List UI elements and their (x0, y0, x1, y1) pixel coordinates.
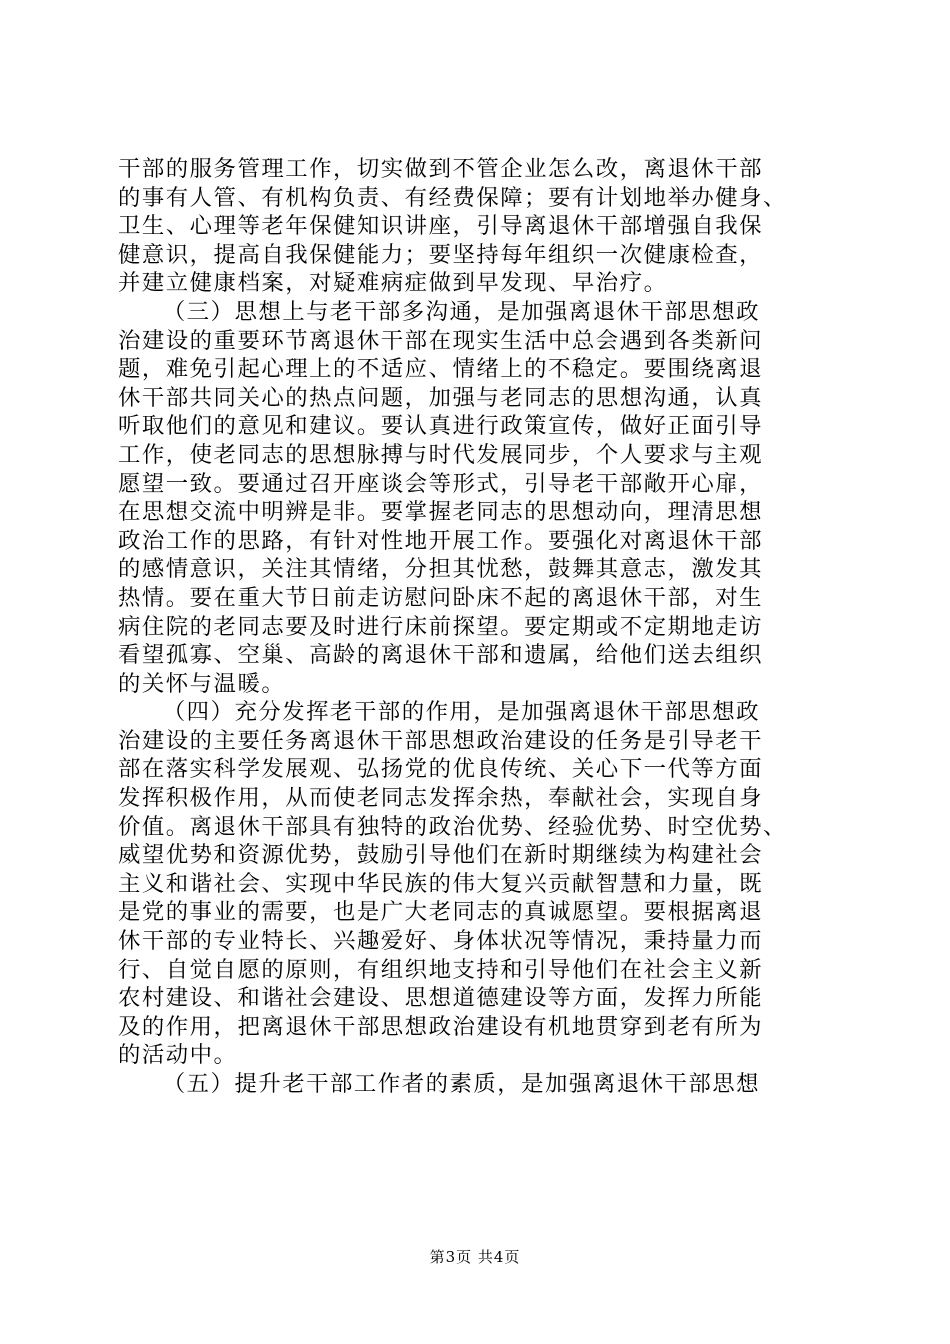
text-line: 听取他们的意见和建议。要认真进行政策宣传，做好正面引导 (118, 413, 764, 440)
text-line: 工作，使老同志的思想脉搏与时代发展同步，个人要求与主观 (118, 441, 764, 468)
text-line: 的关怀与温暖。 (118, 670, 286, 697)
body-text (118, 155, 834, 1099)
top-fragment (118, 22, 834, 51)
text-line: 行、自觉自愿的原则，有组织地支持和引导他们在社会主义新 (118, 956, 764, 983)
text-line: 及的作用，把离退休干部思想政治建设有机地贯穿到老有所为 (118, 1013, 764, 1040)
page-number: 第3页 共4页 (429, 1248, 521, 1266)
text-line: 卫生、心理等老年保健知识讲座，引导离退休干部增强自我保 (118, 213, 764, 240)
text-line: （三）思想上与老干部多沟通，是加强离退休干部思想政 (162, 298, 761, 325)
text-line: 发挥积极作用，从而使老同志发挥余热，奉献社会，实现自身 (118, 785, 764, 812)
text-line: 健意识，提高自我保健能力；要坚持每年组织一次健康检查， (118, 241, 764, 268)
text-line: 的活动中。 (118, 1042, 238, 1069)
paragraph-3 (118, 698, 834, 1070)
text-line: 农村建设、和谐社会建设、思想道德建设等方面，发挥力所能 (118, 985, 764, 1012)
text-line: 主义和谐社会、实现中华民族的伟大复兴贡献智慧和力量，既 (118, 870, 764, 897)
text-line: （五）提升老干部工作者的素质，是加强离退休干部思想 (162, 1071, 761, 1097)
text-line: 部在落实科学发展观、弘扬党的优良传统、关心下一代等方面 (118, 756, 764, 783)
text-line: 看望孤寡、空巢、高龄的离退休干部和遗属，给他们送去组织 (118, 642, 764, 669)
text-line: 并建立健康档案，对疑难病症做到早发现、早治疗。 (118, 270, 668, 297)
text-line: 在思想交流中明辨是非。要掌握老同志的思想动向，理清思想 (118, 499, 764, 526)
text-line: 干部的服务管理工作，切实做到不管企业怎么改，离退休干部 (118, 156, 764, 182)
text-line: 病住院的老同志要及时进行床前探望。要定期或不定期地走访 (118, 613, 764, 640)
paragraph-2 (118, 298, 834, 698)
text-line: 的感情意识，关注其情绪，分担其忧愁，鼓舞其意志，激发其 (118, 556, 764, 583)
paragraph-1 (118, 155, 834, 298)
text-line: （四）充分发挥老干部的作用，是加强离退休干部思想政 (162, 699, 761, 726)
text-line: 的事有人管、有机构负责、有经费保障；要有计划地举办健身、 (118, 184, 787, 211)
text-line: 威望优势和资源优势，鼓励引导他们在新时期继续为构建社会 (118, 842, 764, 869)
text-line: 价值。离退休干部具有独特的政治优势、经验优势、时空优势、 (118, 813, 787, 840)
text-line: 热情。要在重大节日前走访慰问卧床不起的离退休干部，对生 (118, 584, 764, 611)
text-line: 是党的事业的需要，也是广大老同志的真诚愿望。要根据离退 (118, 899, 764, 926)
text-line: 治建设的主要任务离退休干部思想政治建设的任务是引导老干 (118, 727, 764, 754)
text-line: 治建设的重要环节离退休干部在现实生活中总会遇到各类新问 (118, 327, 764, 354)
text-line: 政治工作的思路，有针对性地开展工作。要强化对离退休干部 (118, 527, 764, 554)
text-line: 题，难免引起心理上的不适应、情绪上的不稳定。要围绕离退 (118, 356, 764, 383)
text-line: 愿望一致。要通过召开座谈会等形式，引导老干部敞开心扉， (118, 470, 764, 497)
paragraph-4 (118, 1070, 834, 1099)
page-footer (0, 1246, 950, 1267)
text-line: 休干部共同关心的热点问题，加强与老同志的思想沟通，认真 (118, 384, 764, 411)
text-line: 休干部的专业特长、兴趣爱好、身体状况等情况，秉持量力而 (118, 928, 764, 955)
